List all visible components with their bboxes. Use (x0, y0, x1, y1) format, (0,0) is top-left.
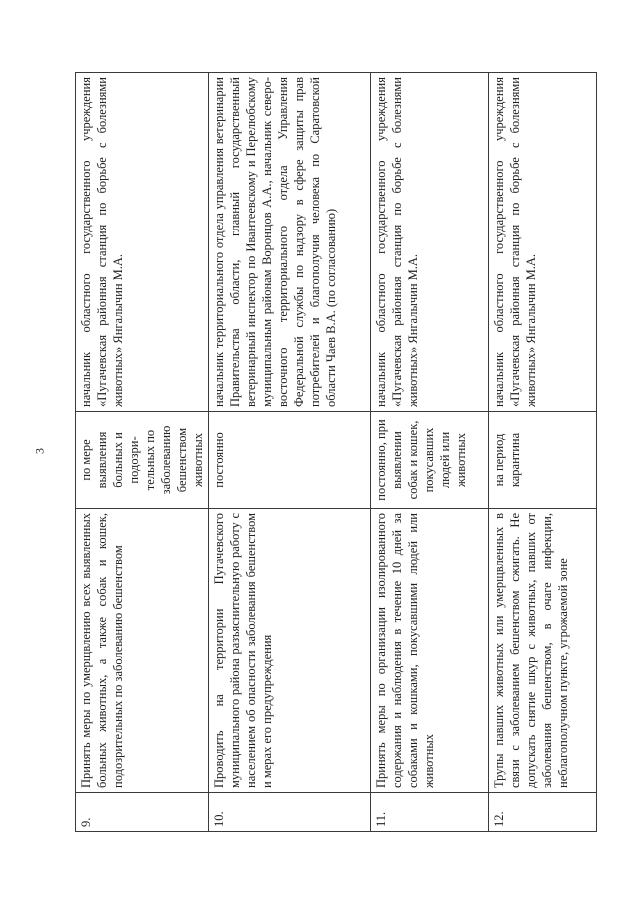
table-row (371, 73, 489, 832)
page-number: 3 (32, 448, 47, 454)
row-number: 11. (371, 793, 489, 832)
responsible-cell: начальник областного государственного учреждения «Пугачевская районная станция по борьбе с болезнями животных» Янгалычин М.А. (371, 73, 489, 412)
responsible-cell: начальник областного государственного учреждения «Пугачевская районная станция по борьбе с болезнями животных» Янгалычин М.А. (489, 73, 597, 412)
responsible-cell: начальник областного государственного учреждения «Пугачевская районная станция по борьбе с болезнями животных» Янгалычин М.А. (76, 73, 209, 412)
action-cell: Проводить на территории Пугачевского муниципального района разъяснительную работу с населением об опасности заболевания бешенством и мерах его предупреждения (209, 509, 371, 793)
term-cell: постоянно, при выявлении собак и кошек, покусавших людей или животных (371, 412, 489, 509)
term-cell: постоянно (209, 412, 371, 509)
row-number: 12. (489, 793, 597, 832)
action-cell: Принять меры по умерщвлению всех выявленных больных животных, а также собак и кошек, подозрительных по заболеванию бешенством (76, 509, 209, 793)
rotated-table-container (75, 72, 570, 832)
term-cell: на период карантина (489, 412, 597, 509)
responsible-cell: начальник территориального отдела управления ветеринарии Правительства области, главный государственный ветеринарный инспектор по Ивантеевскому и Перелюбскому муниципальным районам Воронцов А.А., начальник северо-восточного территориального отдела Управления Федеральной службы по надзору в сфере защиты прав потребителей и благополучия человека по Саратовской области Чаев В.А. (по согласованию) (209, 73, 371, 412)
measures-table (75, 72, 597, 832)
table-row (76, 73, 209, 832)
table-row (489, 73, 597, 832)
row-number: 10. (209, 793, 371, 832)
row-number: 9. (76, 793, 209, 832)
term-cell: по мере выявления больных и подозри-тельных по заболеванию бешенством животных (76, 412, 209, 509)
table-row (209, 73, 371, 832)
action-cell: Трупы павших животных или умерщвленных в связи с заболеванием бешенством сжигать. Не допускать снятие шкур с животных, павших от заболевания бешенством, в очаге инфекции, неблагополучном пункте, угрожаемой зоне (489, 509, 597, 793)
action-cell: Принять меры по организации изолированного содержания и наблюдения в течение 10 дней за собаками и кошками, покусавшими людей или животных (371, 509, 489, 793)
